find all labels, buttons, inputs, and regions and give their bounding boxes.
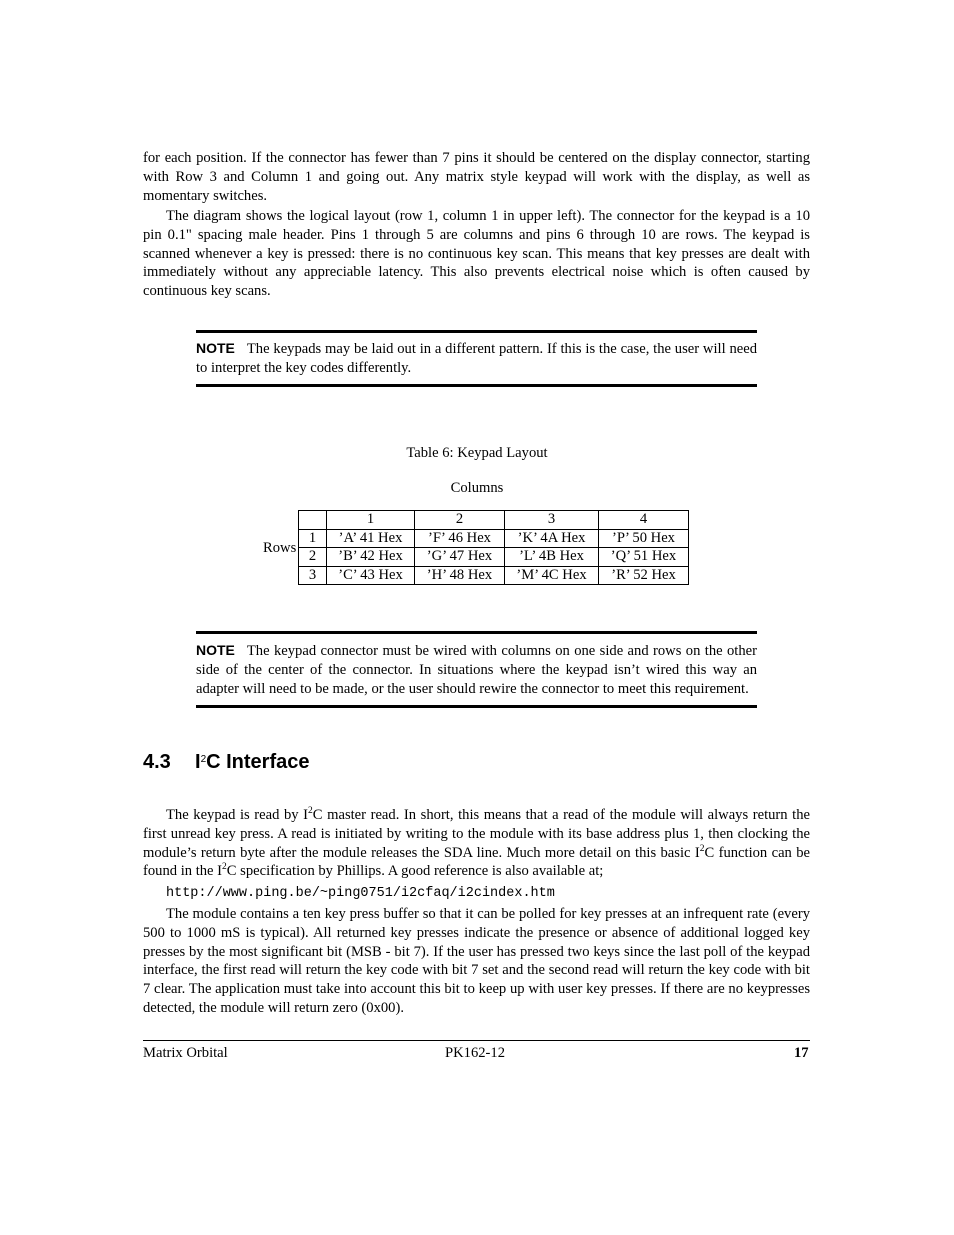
footer-center: PK162-12: [445, 1045, 505, 1061]
column-header: 3: [505, 511, 599, 530]
paragraph-layout: The diagram shows the logical layout (row 1, column 1 in upper left). The connector for the keypad is a 10 pin 0.1" spacing male header. Pins 1 through 5 are columns and pins 6 through 10 are rows. The keypad is scanned whenever a key is pressed: there is no continuous key scan. This means that key presses are dealt with immediately without any appreciable latency. This also prevents electrical noise which is often caused by continuous key scans.: [143, 208, 810, 300]
text-fragment: The keypad is read by I: [166, 807, 309, 823]
note-box-1: [196, 330, 757, 387]
table-corner-cell: [299, 511, 327, 530]
table-cell: ’C’ 43 Hex: [327, 566, 415, 585]
row-header: 2: [299, 548, 327, 567]
note-text: The keypads may be laid out in a different pattern. If this is the case, the user will need to interpret the key codes differently.: [196, 341, 757, 376]
paragraph-i2c-read: [143, 806, 810, 881]
table-caption: Table 6: Keypad Layout: [406, 445, 548, 461]
section-title-rest: C Interface: [206, 751, 310, 773]
table-cell: ’R’ 52 Hex: [599, 566, 689, 585]
superscript: 2: [699, 843, 705, 854]
note-label: NOTE: [196, 642, 235, 658]
section-number: 4.3: [143, 751, 171, 773]
paragraph-buffer: The module contains a ten key press buffer so that it can be polled for key presses at an infrequent rate (every 500 to 1000 mS is typical). All returned key presses indicate the presence or absence of additional logged key presses by the most significant bit (MSB - bit 7). If the user has pressed two keys since the last poll of the keypad interface, the first read will return the key code with bit 7 set and the second read will return the key code with bit 7 clear. The application must take into account this bit to keep up with user key presses. If there are no keypresses detected, the module will return zero (0x00).: [143, 906, 810, 1016]
section-title-superscript: 2: [200, 754, 207, 765]
text-fragment: C master read. In short, this means that a read of the module will always return the first unread key press. A read is initiated by writing to the module with its base address plus 1, then clocking the module’s return byte after the module releases the SDA line. Much more detail on this basic I: [143, 807, 811, 861]
page-number: 17: [794, 1045, 809, 1061]
footer-left: Matrix Orbital: [143, 1045, 228, 1061]
section-title-prefix: I: [195, 751, 201, 773]
row-header: 1: [299, 529, 327, 548]
table-cell: ’M’ 4C Hex: [505, 566, 599, 585]
text-fragment: C specification by Phillips. A good reference is also available at;: [226, 863, 604, 880]
note-label: NOTE: [196, 340, 235, 356]
table-row: [299, 566, 689, 585]
column-header: 1: [327, 511, 415, 530]
reference-url[interactable]: http://www.ping.be/~ping0751/i2cfaq/i2cindex.htm: [166, 886, 555, 901]
columns-label: Columns: [450, 480, 504, 496]
table-cell: ’K’ 4A Hex: [505, 529, 599, 548]
superscript: 2: [222, 862, 227, 873]
table-cell: ’G’ 47 Hex: [415, 548, 505, 567]
rows-label: Rows: [263, 540, 297, 556]
table-row: [299, 529, 689, 548]
text-fragment: C function can be found in the I: [143, 844, 811, 880]
table-cell: ’F’ 46 Hex: [415, 529, 505, 548]
column-header: 2: [415, 511, 505, 530]
table-cell: ’B’ 42 Hex: [327, 548, 415, 567]
column-header: 4: [599, 511, 689, 530]
table-header-row: [299, 511, 689, 530]
table-cell: ’A’ 41 Hex: [327, 529, 415, 548]
section-heading: [143, 751, 310, 774]
note-text: The keypad connector must be wired with columns on one side and rows on the other side of the center of the connector. In situations where the keypad isn’t wired this way an adapter will need to be made, or the user should rewire the connector to meet this requirement.: [196, 643, 757, 697]
row-header: 3: [299, 566, 327, 585]
table-cell: ’Q’ 51 Hex: [599, 548, 689, 567]
table-cell: ’H’ 48 Hex: [415, 566, 505, 585]
table-cell: ’L’ 4B Hex: [505, 548, 599, 567]
superscript: 2: [308, 806, 313, 816]
table-cell: ’P’ 50 Hex: [599, 529, 689, 548]
table-row: [299, 548, 689, 567]
footer-rule: [143, 1040, 810, 1041]
keypad-layout-table: [298, 510, 689, 585]
paragraph-connector: for each position. If the connector has fewer than 7 pins it should be centered on the display connector, starting with Row 3 and Column 1 and going out. Any matrix style keypad will work with the display, as well as momentary switches.: [143, 150, 810, 204]
note-box-2: [196, 631, 757, 708]
